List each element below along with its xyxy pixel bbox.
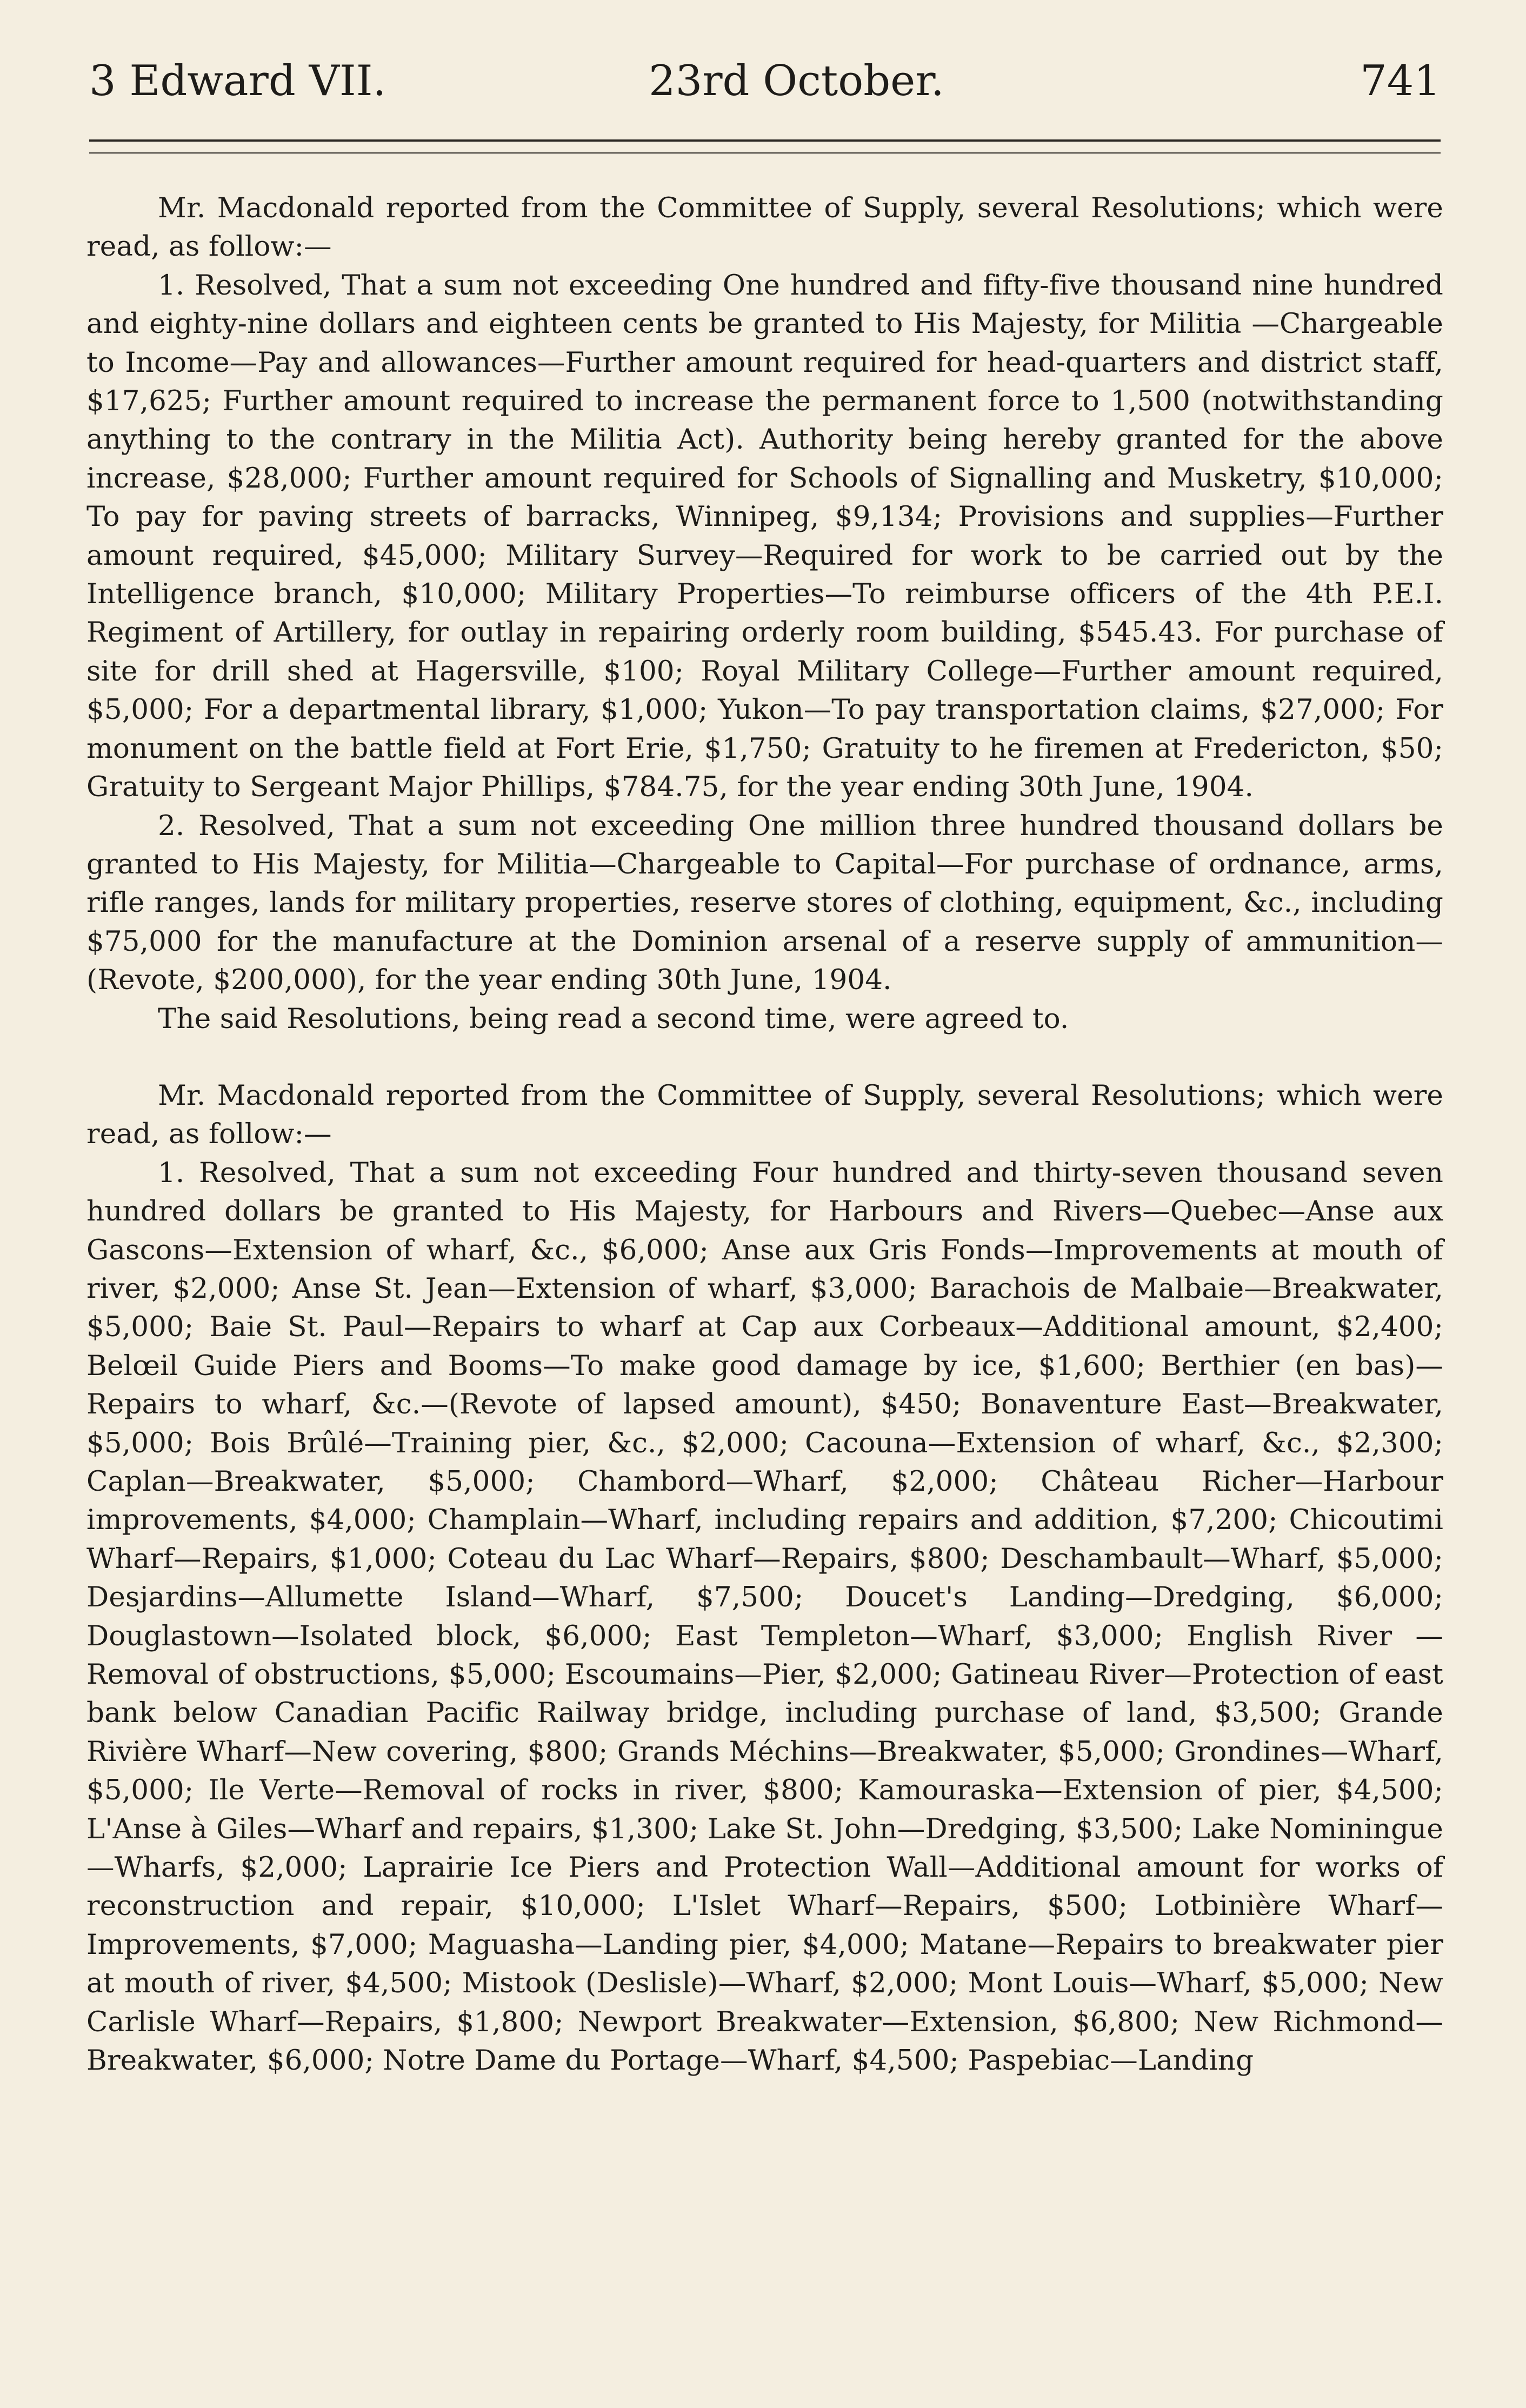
page-number: 741 [1360, 57, 1441, 105]
resolutions-agreed: The said Resolutions, being read a second time, were agreed to. [158, 1002, 1069, 1035]
regnal-year: 3 Edward VII. [89, 57, 387, 105]
report-intro-harbours: Mr. Macdonald reported from the Committee of Supply, several Resolutions; which were read, as follow:— [86, 1079, 1443, 1151]
header-rule-thin [89, 152, 1441, 154]
resolution-militia-capital: 2. Resolved, That a sum not exceeding One million three hundred thousand dollars be granted to His Majesty, for Militia—Chargeable to Capital—For purchase of ordnance, arms, rifle ranges, lands for military properties, reserve stores of clothing, equipment, &c., including $75,000 for the manufacture at the Dominion arsenal of a reserve supply of ammunition—(Revote, $200,000), for the year ending 30th June, 1904. [86, 809, 1443, 997]
resolution-harbours-rivers: 1. Resolved, That a sum not exceeding Four hundred and thirty-seven thousand seven hundred dollars be granted to His Majesty, for Harbours and Rivers—Quebec—Anse aux Gascons—Extension of wharf, &c., $6,000; Anse aux Gris Fonds—Improvements at mouth of river, $2,000; Anse St. Jean—Extension of wharf, $3,000; Barachois de Malbaie—Breakwater, $5,000; Baie St. Paul—Repairs to wharf at Cap aux Corbeaux—Additional amount, $2,400; Belœil Guide Piers and Booms—To make good damage by ice, $1,600; Berthier (en bas)—Repairs to wharf, &c.—(Revote of lapsed amount), $450; Bonaventure East—Breakwater, $5,000; Bois Brûlé—Training pier, &c., $2,000; Cacouna—Extension of wharf, &c., $2,300; Caplan—Breakwater, $5,000; Chambord—Wharf, $2,000; Château Richer—Harbour improvements, $4,000; Champlain—Wharf, including repairs and addition, $7,200; Chicoutimi Wharf—Repairs, $1,000; Coteau du Lac Wharf—Repairs, $800; Deschambault—Wharf, $5,000; Desjardins—Allumette Island—Wharf, $7,500; Doucet's Landing—Dredging, $6,000; Douglastown—Isolated block, $6,000; East Templeton—Wharf, $3,000; English River —Removal of obstructions, $5,000; Escoumains—Pier, $2,000; Gatineau River—Protection of east bank below Canadian Pacific Railway bridge, including purchase of land, $3,500; Grande Rivière Wharf—New covering, $800; Grands Méchins—Breakwater, $5,000; Grondines—Wharf, $5,000; Ile Verte—Removal of rocks in river, $800; Kamouraska—Extension of pier, $4,500; L'Anse à Giles—Wharf and repairs, $1,300; Lake St. John—Dredging, $3,500; Lake Nominingue—Wharfs, $2,000; Laprairie Ice Piers and Protection Wall—Additional amount for works of reconstruction and repair, $10,000; L'Islet Wharf—Repairs, $500; Lotbinière Wharf—Improvements, $7,000; Maguasha—Landing pier, $4,000; Matane—Repairs to breakwater pier at mouth of river, $4,500; Mistook (Deslisle)—Wharf, $2,000; Mont Louis—Wharf, $5,000; New Carlisle Wharf—Repairs, $1,800; Newport Breakwater—Extension, $6,800; New Richmond—Breakwater, $6,000; Notre Dame du Portage—Wharf, $4,500; Paspebiac—Landing [86, 1156, 1443, 2077]
running-head [89, 51, 1441, 111]
report-intro-militia: Mr. Macdonald reported from the Committee of Supply, several Resolutions; which were read, as follow:— [86, 192, 1443, 263]
page-date: 23rd October. [649, 57, 944, 105]
resolution-militia-income: 1. Resolved, That a sum not exceeding One hundred and fifty-five thousand nine hundred and eighty-nine dollars and eighteen cents be granted to His Majesty, for Militia —Chargeable to Income—Pay and allowances—Further amount required for head-quarters and district staff, $17,625; Further amount required to increase the permanent force to 1,500 (notwithstanding anything to the contrary in the Militia Act). Authority being hereby granted for the above increase, $28,000; Further amount required for Schools of Signalling and Musketry, $10,000; To pay for paving streets of barracks, Winnipeg, $9,134; Provisions and supplies—Further amount required, $45,000; Military Survey—Required for work to be carried out by the Intelligence branch, $10,000; Military Properties—To reimburse officers of the 4th P.E.I. Regiment of Artillery, for outlay in repairing orderly room building, $545.43. For purchase of site for drill shed at Hagersville, $100; Royal Military College—Further amount required, $5,000; For a departmental library, $1,000; Yukon—To pay transportation claims, $27,000; For monument on the battle field at Fort Erie, $1,750; Gratuity to he firemen at Fredericton, $50; Gratuity to Sergeant Major Phillips, $784.75, for the year ending 30th June, 1904. [86, 269, 1443, 804]
header-rule-thick [89, 139, 1441, 142]
journal-body [86, 189, 1443, 2080]
